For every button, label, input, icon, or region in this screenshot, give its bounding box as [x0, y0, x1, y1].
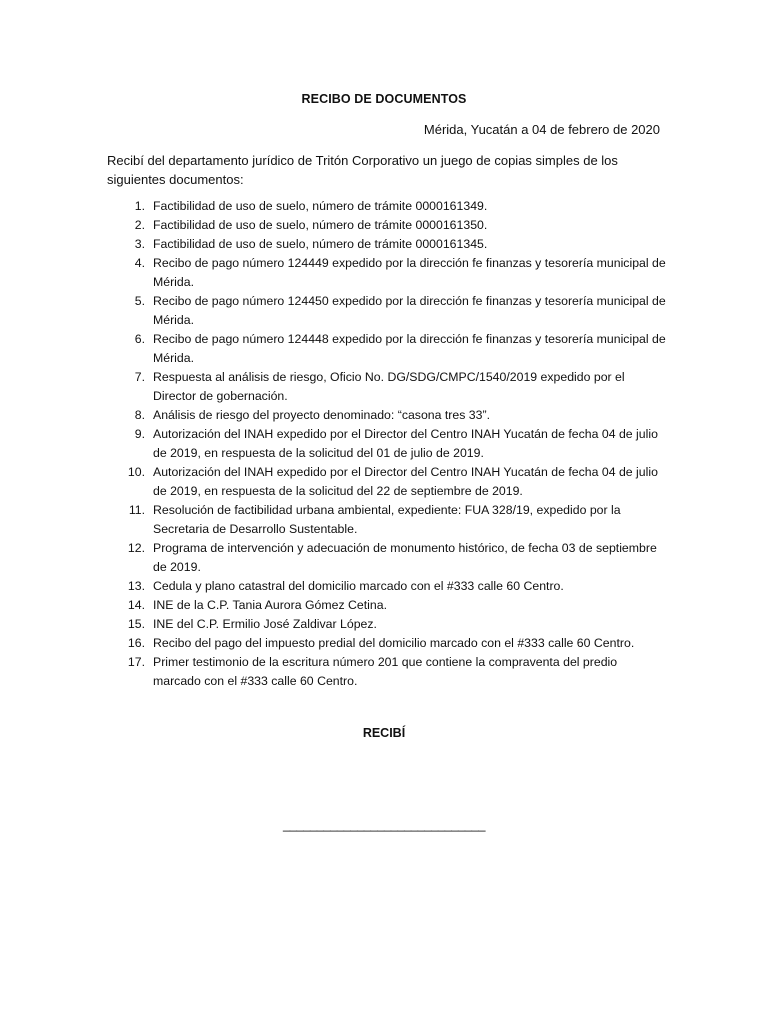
list-item-text: Factibilidad de uso de suelo, número de trámite 0000161350.: [153, 218, 488, 232]
list-item-text: Recibo de pago número 124449 expedido por la dirección fe finanzas y tesorería municipal de Mérida.: [153, 256, 666, 289]
list-item-text: INE de la C.P. Tania Aurora Gómez Cetina.: [153, 598, 387, 612]
list-item-text: Autorización del INAH expedido por el Director del Centro INAH Yucatán de fecha 04 de julio de 2019, en respuesta de la solicitud del 22 de septiembre de 2019.: [153, 465, 658, 498]
place-and-date: Mérida, Yucatán a 04 de febrero de 2020: [423, 122, 660, 137]
list-item-text: Primer testimonio de la escritura número 201 que contiene la compraventa del predio marcado con el #333 calle 60 Centro.: [153, 655, 618, 688]
list-item-number: 16.: [127, 636, 145, 650]
list-item-text: Factibilidad de uso de suelo, número de trámite 0000161345.: [153, 237, 488, 251]
document-title: RECIBO DE DOCUMENTOS: [301, 92, 467, 106]
list-item-text: INE del C.P. Ermilio José Zaldivar López.: [153, 617, 377, 631]
signature-line: ______________________________: [283, 817, 485, 832]
list-item: [107, 501, 667, 539]
list-item-number: 5.: [134, 294, 145, 308]
list-item-text: Autorización del INAH expedido por el Director del Centro INAH Yucatán de fecha 04 de julio de 2019, en respuesta de la solicitud del 01 de julio de 2019.: [153, 427, 658, 460]
list-item-number: 2.: [134, 218, 145, 232]
list-item-number: 17.: [127, 655, 145, 669]
list-item-text: Análisis de riesgo del proyecto denominado: “casona tres 33”.: [153, 408, 490, 422]
list-item-number: 6.: [134, 332, 145, 346]
list-item-number: 15.: [127, 617, 145, 631]
list-item-number: 1.: [134, 199, 145, 213]
list-item: [107, 634, 667, 653]
list-item-number: 13.: [127, 579, 145, 593]
list-item: [107, 463, 667, 501]
list-item: [107, 235, 667, 254]
list-item: [107, 653, 667, 691]
list-item: [107, 330, 667, 368]
list-item-text: Cedula y plano catastral del domicilio marcado con el #333 calle 60 Centro.: [153, 579, 564, 593]
list-item: [107, 596, 667, 615]
list-item-number: 4.: [134, 256, 145, 270]
intro-paragraph: Recibí del departamento jurídico de Tritón Corporativo un juego de copias simples de los siguientes documentos:: [107, 153, 618, 187]
list-item-text: Factibilidad de uso de suelo, número de trámite 0000161349.: [153, 199, 488, 213]
list-item-text: Recibo de pago número 124450 expedido por la dirección fe finanzas y tesorería municipal de Mérida.: [153, 294, 666, 327]
document-list: [107, 197, 667, 691]
list-item: [107, 254, 667, 292]
list-item-number: 12.: [127, 541, 145, 555]
list-item: [107, 368, 667, 406]
list-item: [107, 539, 667, 577]
list-item: [107, 292, 667, 330]
list-item-number: 14.: [127, 598, 145, 612]
received-label: RECIBÍ: [362, 726, 406, 740]
list-item: [107, 425, 667, 463]
list-item-number: 10.: [127, 465, 145, 479]
list-item-text: Resolución de factibilidad urbana ambiental, expediente: FUA 328/19, expedido por la Secretaria de Desarrollo Sustentable.: [153, 503, 621, 536]
list-item: [107, 216, 667, 235]
list-item-number: 7.: [134, 370, 145, 384]
list-item-number: 8.: [134, 408, 145, 422]
list-item-number: 11.: [128, 503, 145, 517]
list-item: [107, 197, 667, 216]
list-item-text: Recibo de pago número 124448 expedido por la dirección fe finanzas y tesorería municipal de Mérida.: [153, 332, 666, 365]
list-item: [107, 615, 667, 634]
list-item-number: 3.: [134, 237, 145, 251]
list-item-text: Respuesta al análisis de riesgo, Oficio No. DG/SDG/CMPC/1540/2019 expedido por el Director de gobernación.: [153, 370, 625, 403]
list-item-number: 9.: [134, 427, 145, 441]
list-item-text: Recibo del pago del impuesto predial del domicilio marcado con el #333 calle 60 Centro.: [153, 636, 635, 650]
list-item: [107, 577, 667, 596]
list-item-text: Programa de intervención y adecuación de monumento histórico, de fecha 03 de septiembre de 2019.: [153, 541, 657, 574]
list-item: [107, 406, 667, 425]
